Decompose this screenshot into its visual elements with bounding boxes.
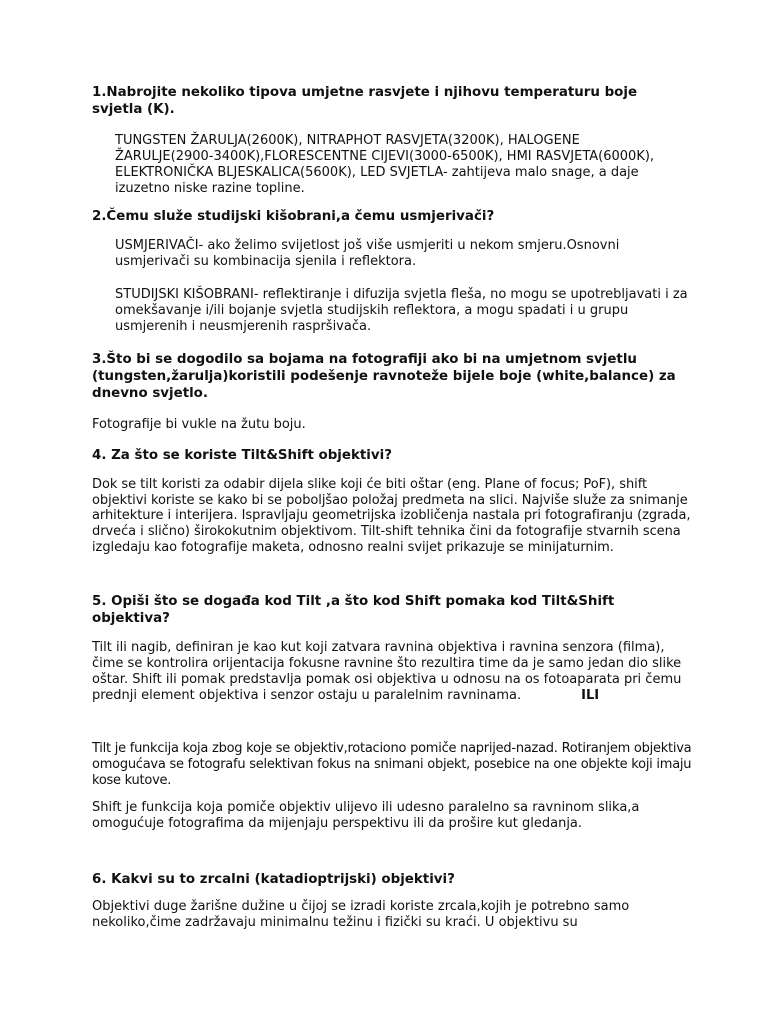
question-5-title: 5. Opiši što se događa kod Tilt ,a što kod Shift pomaka kod Tilt&Shift objektiva? — [92, 594, 615, 626]
question-5-answer-tilt: Tilt je funkcija koja zbog koje se objektiv,rotaciono pomiče naprijed-nazad. Rotiranjem objektiva omogućava se fotografu selektivan fokus na snimani objekt, posebice na one objekte koji imaju kose kutove. — [92, 741, 692, 788]
question-3-answer: Fotografije bi vukle na žutu boju. — [92, 417, 306, 432]
question-2-title: 2.Čemu služe studijski kišobrani,a čemu usmjerivači? — [92, 209, 495, 224]
ili-label: ILI — [581, 688, 600, 703]
question-1-answer: TUNGSTEN ŽARULJA(2600K), NITRAPHOT RASVJETA(3200K), HALOGENE ŽARULJE(2900-3400K),FLORESCENTNE CIJEVI(3000-6500K), HMI RASVJETA(6000K), ELEKTRONIČKA BLJESKALICA(5600K), LED SVJETLA- zahtijeva malo snage, a daje izuzetno niske razine topline. — [115, 133, 655, 196]
question-6-answer: Objektivi duge žarišne dužine u čijoj se izradi koriste zrcala,kojih je potrebno samo nekoliko,čime zadržavaju minimalnu težinu i fizički su kraći. U objektivu su — [92, 899, 630, 930]
question-4-title: 4. Za što se koriste Tilt&Shift objektivi? — [92, 448, 392, 463]
question-2-answer-kisobrani: STUDIJSKI KIŠOBRANI- reflektiranje i difuzija svjetla fleša, no mogu se upotrebljavati i za omekšavanje i/ili bojanje svjetla studijskih reflektora, a mogu spadati i u grupu usmjerenih i neusmjerenih raspršivača. — [115, 287, 688, 334]
question-5-answer-shift: Shift je funkcija koja pomiče objektiv ulijevo ili udesno paralelno sa ravninom slika,a omogućuje fotografima da mijenjaju perspektivu ili da prošire kut gledanja. — [92, 800, 640, 831]
question-5-answer-tilt-shift — [92, 640, 692, 704]
question-1-title: 1.Nabrojite nekoliko tipova umjetne rasvjete i njihovu temperaturu boje svjetla (K). — [92, 85, 638, 117]
question-3-title: 3.Što bi se dogodilo sa bojama na fotografiji ako bi na umjetnom svjetlu (tungsten,žarulja)koristili podešenje ravnoteže bijele boje (white,balance) za dnevno svjetlo. — [92, 352, 676, 401]
question-5-answer-text: Tilt ili nagib, definiran je kao kut koji zatvara ravnina objektiva i ravnina senzora (filma), čime se kontrolira orijentacija fokusne ravnine što rezultira time da je samo jedan dio slike oštar. Shift ili pomak predstavlja pomak osi objektiva u odnosu na os fotoaparata pri čemu prednji element objektiva i senzor ostaju u paralelnim ravninama. — [92, 640, 682, 703]
question-6-title: 6. Kakvi su to zrcalni (katadioptrijski) objektivi? — [92, 872, 455, 887]
question-4-answer: Dok se tilt koristi za odabir dijela slike koji će biti oštar (eng. Plane of focus; PoF), shift objektivi koriste se kako bi se poboljšao položaj predmeta na slici. Najviše služe za snimanje arhitekture i interijera. Ispravljaju geometrijska izobličenja nastala pri fotografiranju (zgrada, drveća i slično) širokokutnim objektivom. Tilt-shift tehnika čini da fotografije stvarnih scena izgledaju kao fotografije maketa, odnosno realni svijet prikazuje se minijaturnim. — [92, 477, 691, 555]
question-2-answer-usmjerivaci: USMJERIVAČI- ako želimo svijetlost još više usmjeriti u nekom smjeru.Osnovni usmjerivači su kombinacija sjenila i reflektora. — [115, 238, 620, 269]
